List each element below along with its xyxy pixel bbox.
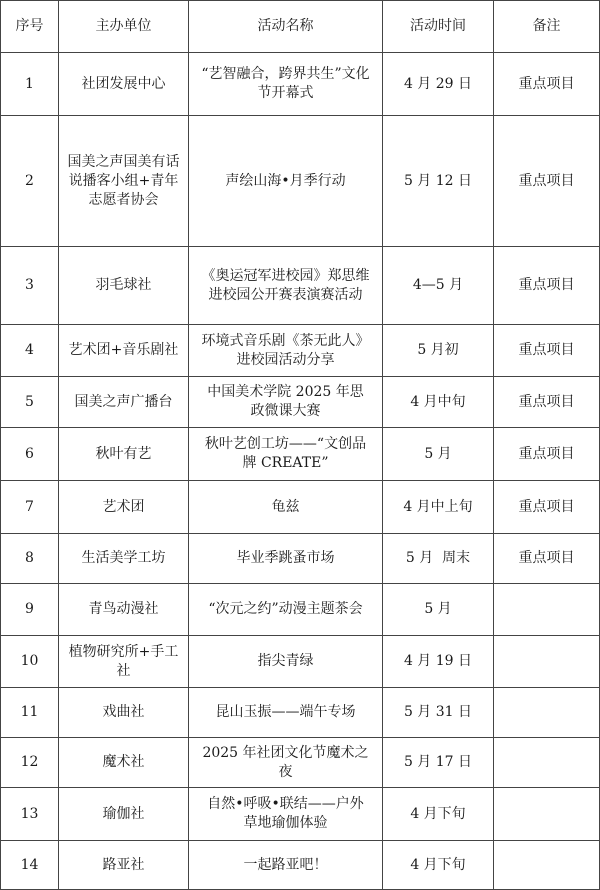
- table-row: [1, 325, 600, 377]
- cell-no: 6: [1, 428, 59, 481]
- table-row: [1, 428, 600, 481]
- cell-note: 重点项目: [494, 325, 600, 377]
- cell-time: 4 月下旬: [383, 841, 494, 890]
- cell-note: [494, 738, 600, 788]
- cell-name: 《奥运冠军进校园》郑思维进校园公开赛表演赛活动: [189, 247, 383, 325]
- cell-no: 5: [1, 377, 59, 428]
- cell-note: 重点项目: [494, 428, 600, 481]
- cell-name: “次元之约”动漫主题茶会: [189, 584, 383, 636]
- cell-note: [494, 788, 600, 841]
- cell-no: 13: [1, 788, 59, 841]
- cell-time: 5 月 12 日: [383, 116, 494, 247]
- table-row: [1, 636, 600, 688]
- table-row: [1, 247, 600, 325]
- cell-name: 秋叶艺创工坊——“文创品牌 CREATE”: [189, 428, 383, 481]
- cell-name: 自然•呼吸•联结——户外草地瑜伽体验: [189, 788, 383, 841]
- header-no: 序号: [1, 1, 59, 53]
- cell-no: 9: [1, 584, 59, 636]
- table-row: [1, 788, 600, 841]
- cell-note: [494, 688, 600, 738]
- cell-name: 龟兹: [189, 481, 383, 534]
- cell-time: 4 月 29 日: [383, 53, 494, 116]
- cell-org: 秋叶有艺: [59, 428, 189, 481]
- cell-name: “艺智融合，跨界共生”文化节开幕式: [189, 53, 383, 116]
- header-name: 活动名称: [189, 1, 383, 53]
- cell-name: 毕业季跳蚤市场: [189, 534, 383, 584]
- cell-org: 植物研究所+手工社: [59, 636, 189, 688]
- cell-time: 4—5 月: [383, 247, 494, 325]
- header-note: 备注: [494, 1, 600, 53]
- cell-no: 3: [1, 247, 59, 325]
- cell-org: 魔术社: [59, 738, 189, 788]
- cell-name: 2025 年社团文化节魔术之夜: [189, 738, 383, 788]
- cell-note: 重点项目: [494, 534, 600, 584]
- cell-no: 10: [1, 636, 59, 688]
- header-org: 主办单位: [59, 1, 189, 53]
- cell-org: 艺术团+音乐剧社: [59, 325, 189, 377]
- cell-name: 一起路亚吧！: [189, 841, 383, 890]
- table-row: [1, 481, 600, 534]
- cell-no: 11: [1, 688, 59, 738]
- cell-no: 2: [1, 116, 59, 247]
- cell-note: [494, 636, 600, 688]
- table-row: [1, 738, 600, 788]
- cell-time: 4 月下旬: [383, 788, 494, 841]
- cell-org: 生活美学工坊: [59, 534, 189, 584]
- cell-no: 14: [1, 841, 59, 890]
- cell-time: 5 月: [383, 428, 494, 481]
- cell-time: 5 月: [383, 584, 494, 636]
- header-time: 活动时间: [383, 1, 494, 53]
- cell-note: 重点项目: [494, 481, 600, 534]
- cell-note: 重点项目: [494, 53, 600, 116]
- cell-note: [494, 584, 600, 636]
- cell-no: 1: [1, 53, 59, 116]
- cell-time: 5 月 周末: [383, 534, 494, 584]
- cell-no: 7: [1, 481, 59, 534]
- table-row: [1, 53, 600, 116]
- cell-name: 声绘山海•月季行动: [189, 116, 383, 247]
- cell-org: 国美之声国美有话说播客小组+青年志愿者协会: [59, 116, 189, 247]
- header-row: [1, 1, 600, 53]
- cell-time: 4 月中旬: [383, 377, 494, 428]
- cell-org: 青鸟动漫社: [59, 584, 189, 636]
- cell-no: 4: [1, 325, 59, 377]
- cell-name: 指尖青绿: [189, 636, 383, 688]
- cell-org: 国美之声广播台: [59, 377, 189, 428]
- cell-note: [494, 841, 600, 890]
- cell-time: 5 月 17 日: [383, 738, 494, 788]
- cell-name: 中国美术学院 2025 年思政微课大赛: [189, 377, 383, 428]
- cell-org: 戏曲社: [59, 688, 189, 738]
- cell-time: 4 月中上旬: [383, 481, 494, 534]
- cell-no: 8: [1, 534, 59, 584]
- table-row: [1, 534, 600, 584]
- table-row: [1, 841, 600, 890]
- cell-note: 重点项目: [494, 377, 600, 428]
- cell-org: 社团发展中心: [59, 53, 189, 116]
- table-row: [1, 584, 600, 636]
- cell-org: 羽毛球社: [59, 247, 189, 325]
- cell-org: 瑜伽社: [59, 788, 189, 841]
- cell-name: 环境式音乐剧《茶无此人》进校园活动分享: [189, 325, 383, 377]
- table-row: [1, 688, 600, 738]
- cell-no: 12: [1, 738, 59, 788]
- cell-time: 4 月 19 日: [383, 636, 494, 688]
- table-row: [1, 377, 600, 428]
- cell-note: 重点项目: [494, 116, 600, 247]
- cell-time: 5 月初: [383, 325, 494, 377]
- cell-name: 昆山玉振——端午专场: [189, 688, 383, 738]
- table-row: [1, 116, 600, 247]
- cell-note: 重点项目: [494, 247, 600, 325]
- cell-time: 5 月 31 日: [383, 688, 494, 738]
- cell-org: 路亚社: [59, 841, 189, 890]
- cell-org: 艺术团: [59, 481, 189, 534]
